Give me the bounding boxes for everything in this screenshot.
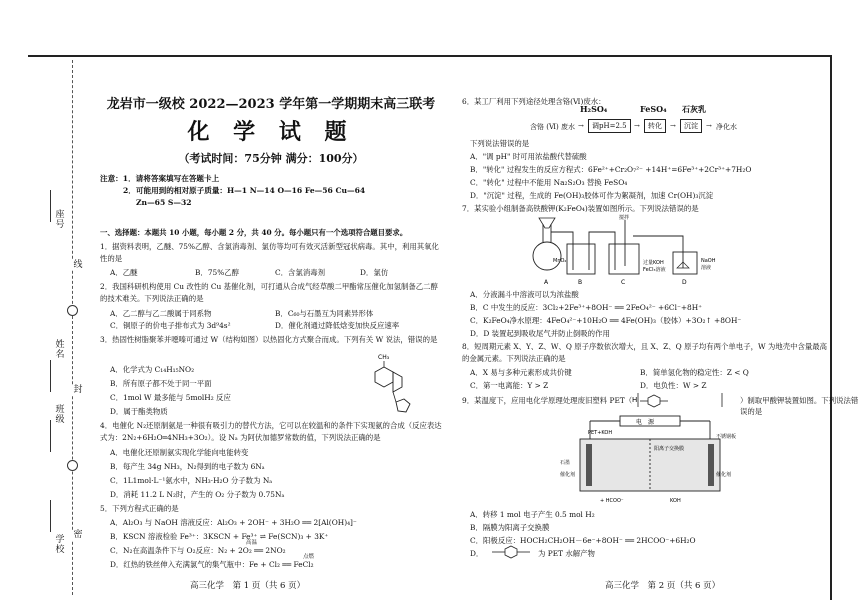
gutter-dense-label: 密 [71,530,85,540]
svg-text:石墨: 石墨 [560,460,571,466]
question-stem: 6．某工厂利用下列途径处理含铬(Ⅵ)废水： [462,97,606,106]
question-stem: 8．短周期元素 X、Y、Z、W、Q 原子序数依次增大，且 X、Z、Q 原子均有两个单电子，W 为地壳中含量最高的金属元素。下列说法正确的是 [462,342,828,363]
q4-option-c: C．1L1mol·L⁻¹氨水中，NH₃·H₂O 分子数为 Nₐ [110,476,273,485]
svg-text:MnO₂: MnO₂ [553,258,567,264]
q2-option-b: B．C₆₀与石墨互为同素异形体 [275,309,374,318]
q5-option-b: B．KSCN 溶液检验 Fe³⁺：3KSCN + Fe³⁺ ⇌ Fe(SCN)₃ + 3K⁺ [110,532,329,541]
svg-text:+ HCOO⁻: + HCOO⁻ [600,498,624,504]
q9-option-d-end: 为 PET 水解产物 [538,549,595,558]
q7-option-a: A．分液漏斗中溶液可以为浓盐酸 [470,290,579,299]
svg-text:PET+KOH: PET+KOH [588,430,613,436]
pet-structure [632,391,732,409]
q9-electrolysis-cell [560,414,740,506]
gutter-school-label: 学校 [55,535,65,555]
question-1 [100,241,442,264]
q6-option-c: C．"转化" 过程中不能用 Na₂S₂O₃ 替换 FeSO₄ [470,178,628,187]
q3-option-a: A．化学式为 C₁₄H₁₅NO₂ [110,365,195,374]
gutter-seat-label: 座号 [55,210,65,230]
svg-text:FeCl₃溶液: FeCl₃溶液 [643,267,666,273]
gutter-class-label: 班级 [55,405,65,425]
reagent-h2so4: H₂SO₄ [580,104,608,114]
question-stem: 2．我国科研机构使用 Cu 改性的 Cu 基催化剂，可打通从合成气经草酸二甲酯常压催化加氢制备乙二醇的技术难关。下列说法正确的是 [100,282,438,303]
q6-flowchart [530,104,830,134]
flow-arrow: → [634,122,640,130]
svg-text:D: D [682,279,687,286]
flow-arrow: → [706,122,712,130]
q7-option-d: D．D 装置起到吸收尾气并防止倒吸的作用 [470,329,610,338]
question-7 [462,203,832,215]
q9-option-b: B．隔膜为阳离子交换膜 [470,523,550,532]
question-stem: 4．电催化 N₂还原制氨是一种很有吸引力的替代方法，它可以在较温和的条件下实现氨的合成（反应表达式为：2N₂+6H₂O═4NH₃+3O₂）。设 Nₐ 为阿伏加德罗常数的值，下列说法正确的是 [100,421,442,442]
cut-line [72,60,73,595]
flow-start: 含铬 (Ⅵ) 废水 [530,123,575,131]
svg-text:NaOH: NaOH [701,258,716,264]
q2-option-a: A．乙二醇与乙二酸属于同系物 [110,309,212,318]
exam-school-title: 龙岩市一级校 2022—2023 学年第一学期期末高三联考 [106,97,436,112]
svg-text:过量KOH: 过量KOH [643,260,664,266]
svg-text:H: H [632,396,638,404]
q4-option-b: B．每产生 34g NH₃，N₂得到的电子数为 6Nₐ [110,462,265,471]
exam-subject-title: 化 学 试 题 [187,119,355,145]
q3-option-b: B．所有原子都不处于同一平面 [110,379,212,388]
gutter-line-label: 线 [71,260,85,270]
q5-option-c: C．N₂在高温条件下与 O₂反应：N₂ + 2O₂ ══ 2NO₂ [110,546,286,555]
school-field-line [50,500,51,532]
question-8 [462,341,832,364]
molecule-w-structure [360,350,420,420]
q6-option-b: B．"转化" 过程发生的反应方程式：6Fe²⁺+Cr₂O₇²⁻ +14H⁺=6Fe³⁺+2Cr³⁺+7H₂O [470,165,752,174]
svg-text:不锈钢板: 不锈钢板 [716,434,737,440]
svg-text:搅拌: 搅拌 [619,215,630,221]
q1-option-b: B．75%乙醇 [195,268,240,277]
q6-option-a: A．"调 pH" 时可用浓盐酸代替硫酸 [470,152,587,161]
gutter-seal-label: 封 [71,385,85,395]
flow-end: 净化水 [716,123,737,131]
svg-text:阳离子交换膜: 阳离子交换膜 [654,446,685,452]
q3-option-d: D．属于酯类物质 [110,407,168,416]
q8-option-b: B．简单氢化物的稳定性：Z < Q [640,368,749,377]
q1-option-a: A．乙醚 [110,268,138,277]
q5-d-condition: 点燃 [303,554,315,560]
footer-page-2: 高三化学 第 2 页（共 6 页） [605,581,721,591]
q3-option-c: C．1mol W 最多能与 5molH₂ 反应 [110,393,231,402]
question-stem: 3．热固性树脂聚苯并噁嗪可通过 W（结构如图）以热固化方式聚合而成。下列有关 W 说法，错误的是 [100,335,438,344]
svg-text:KOH: KOH [670,498,681,504]
question-2 [100,281,442,304]
class-field-line [50,420,51,452]
section-heading: 一、选择题：本题共 10 小题，每小题 2 分，共 40 分。每小题只有一个选项符合题目要求。 [100,228,408,237]
q4-option-d: D．消耗 11.2 L N₂时，产生的 O₂ 分子数为 0.75Nₐ [110,490,285,499]
q1-option-c: C．含氯消毒剂 [275,268,325,277]
q9-stem: 9．某温度下，应用电化学原理处理废旧塑料 PET（ [462,396,633,405]
q8-option-a: A．X 易与多种元素形成共价键 [470,368,572,377]
svg-text:C: C [621,279,626,286]
flow-box-convert: 转化 [644,119,666,133]
question-5 [100,503,442,515]
top-border [28,55,832,57]
q9-stem-end: ）制取甲酸钾装置如图。下列说法错误的是 [740,396,859,416]
reagent-lime: 石灰乳 [682,104,706,114]
binding-gutter [28,60,88,595]
q4-option-a: A．电催化还原制氨实现化学能向电能转变 [110,448,249,457]
q9-option-a: A．转移 1 mol 电子产生 0.5 mol H₂ [470,510,595,519]
q1-option-d: D．氯仿 [360,268,389,277]
q9-option-c: C．阳极反应：HOCH₂CH₂OH－6e⁻+8OH⁻ ══ 2HCOO⁻+6H₂O [470,536,696,545]
flow-arrow: → [670,122,676,130]
q2-option-c: C．铜原子的价电子排布式为 3d⁹4s² [110,321,231,330]
svg-text:A: A [544,279,549,286]
q8-option-d: D．电负性：W > Z [640,381,707,390]
terephthalate-structure [486,545,536,559]
question-stem: 1．据资料表明，乙醚、75%乙醇、含氯消毒剂、氯仿等均可有效灭活新型冠状病毒。其中，利用其氧化性的是 [100,242,439,263]
reagent-feso4: FeSO₄ [640,104,667,114]
q5-option-a: A．Al₂O₃ 与 NaOH 溶液反应：Al₂O₃ + 2OH⁻ + 3H₂O ══ 2[Al(OH)₄]⁻ [110,518,357,527]
q2-option-d: D．催化剂通过降低焓变加快反应速率 [275,321,400,330]
flow-box-ph: 调pH=2.5 [588,119,631,133]
binding-hole [67,305,78,316]
flow-box-precip: 沉淀 [680,119,702,133]
svg-text:B: B [578,279,583,286]
notes-block [100,173,442,209]
question-3 [100,334,442,346]
right-border [830,55,832,600]
q6-option-d: D．"沉淀" 过程，生成的 Fe(OH)₃胶体可作为絮凝剂，加速 Cr(OH)₃沉淀 [470,191,714,200]
svg-text:电 源: 电 源 [636,419,655,426]
flow-arrow: → [578,122,584,130]
methyl-label: CH₃ [378,354,390,361]
q6-prompt: 下列说法错误的是 [470,139,530,148]
q7-option-c: C．K₂FeO₄净水原理：4FeO₄²⁻+10H₂O ══ 4Fe(OH)₃（胶体）+3O₂↑ +8OH⁻ [470,316,742,325]
svg-text:催化剂: 催化剂 [560,472,576,478]
note-1: 注意：1．请将答案填写在答题卡上 [100,174,220,183]
question-4 [100,420,442,443]
q5-c-condition: 高温 [246,540,258,546]
exam-meta: （考试时间：75分钟 满分：100分） [178,152,364,165]
q7-option-b: B．C 中发生的反应：3Cl₂+2Fe³⁺+8OH⁻ ══ 2FeO₄²⁻ +6Cl⁻+8H⁺ [470,303,703,312]
question-stem: 5．下列方程式正确的是 [100,504,179,513]
svg-text:催化剂: 催化剂 [716,472,732,478]
question-stem: 7．某实验小组制备高铁酸钾(K₂FeO₄)装置如图所示。下列说法错误的是 [462,204,699,213]
name-field-line [50,360,51,392]
footer-page-1: 高三化学 第 1 页（共 6 页） [190,581,306,591]
binding-hole [67,460,78,471]
seat-field-line [50,190,51,222]
gutter-name-label: 姓名 [55,340,65,360]
note-2: 2．可能用到的相对原子质量：H—1 N—14 O—16 Fe—56 Cu—64 [123,186,366,195]
q8-option-c: C．第一电离能：Y > Z [470,381,549,390]
svg-text:溶液: 溶液 [701,265,712,271]
q7-apparatus [525,214,735,286]
q5-option-d: D．红热的铁丝伸入充满氯气的集气瓶中：Fe + Cl₂ ══ FeCl₂ [110,560,314,569]
q9-option-d: D． [470,549,484,558]
note-3: Zn—65 S—32 [136,198,192,207]
